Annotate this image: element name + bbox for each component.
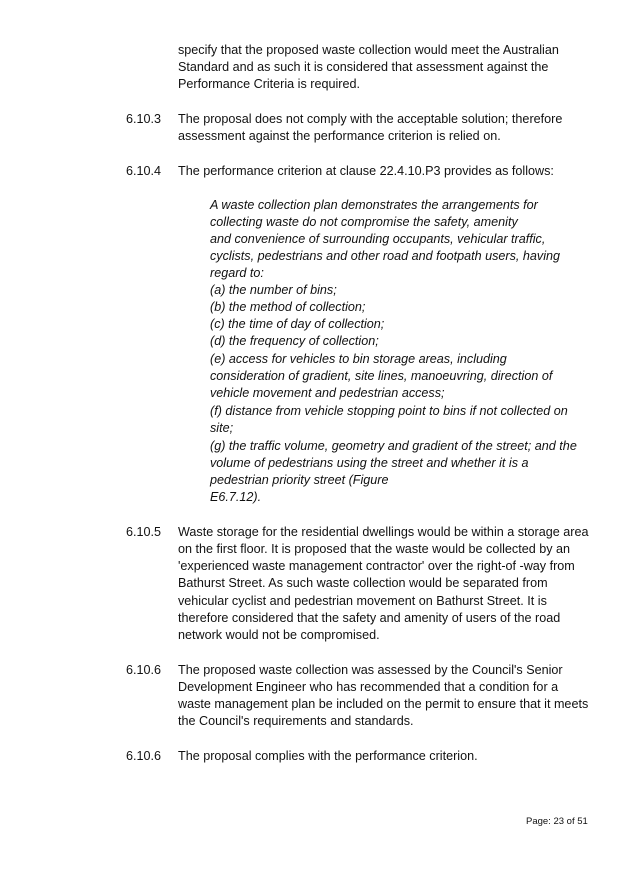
quote-line: pedestrian priority street (Figure <box>210 473 389 487</box>
paragraph-line: on the first floor. It is proposed that the waste would be collected by an <box>178 542 571 556</box>
quote-line: consideration of gradient, site lines, manoeuvring, direction of <box>210 369 553 383</box>
quote-line: (d) the frequency of collection; <box>210 334 379 348</box>
paragraph-number: 6.10.5 <box>126 525 162 539</box>
quote-line: cyclists, pedestrians and other road and footpath users, having <box>210 249 561 263</box>
quote-line: A waste collection plan demonstrates the arrangements for <box>210 198 538 212</box>
quote-line: and convenience of surrounding occupants, vehicular traffic, <box>210 232 546 246</box>
quote-line: (g) the traffic volume, geometry and gradient of the street; and the <box>210 439 577 453</box>
quote-line: (b) the method of collection; <box>210 300 366 314</box>
paragraph-line: The proposal does not comply with the acceptable solution; therefore <box>178 112 563 126</box>
paragraph-line: 'experienced waste management contractor' over the right-of -way from <box>178 559 575 573</box>
paragraph-number: 6.10.4 <box>126 164 162 178</box>
quote-line: regard to: <box>210 266 264 280</box>
paragraph-line: Bathurst Street. As such waste collection would be separated from <box>178 576 548 590</box>
paragraph-number: 6.10.3 <box>126 112 162 126</box>
paragraph-number: 6.10.6 <box>126 749 162 763</box>
intro-line: Performance Criteria is required. <box>178 77 360 91</box>
intro-line: specify that the proposed waste collection would meet the Australian <box>178 43 559 57</box>
quote-line: (e) access for vehicles to bin storage areas, including <box>210 352 507 366</box>
quote-line: volume of pedestrians using the street and whether it is a <box>210 456 529 470</box>
quote-line: collecting waste do not compromise the safety, amenity <box>210 215 518 229</box>
quote-line: (a) the number of bins; <box>210 283 337 297</box>
paragraph-line: The performance criterion at clause 22.4.10.P3 provides as follows: <box>178 164 554 178</box>
paragraph-line: Waste storage for the residential dwellings would be within a storage area <box>178 525 589 539</box>
quote-line: site; <box>210 421 234 435</box>
paragraph-line: network would not be compromised. <box>178 628 380 642</box>
quote-line: (f) distance from vehicle stopping point to bins if not collected on <box>210 404 568 418</box>
quote-line: E6.7.12). <box>210 490 262 504</box>
paragraph-line: assessment against the performance criterion is relied on. <box>178 129 501 143</box>
paragraph-line: The proposal complies with the performance criterion. <box>178 749 478 763</box>
quote-line: vehicle movement and pedestrian access; <box>210 386 445 400</box>
paragraph-line: The proposed waste collection was assessed by the Council's Senior <box>178 663 563 677</box>
quote-line: (c) the time of day of collection; <box>210 317 385 331</box>
paragraph-line: therefore considered that the safety and amenity of users of the road <box>178 611 561 625</box>
page-number: Page: 23 of 51 <box>526 816 588 827</box>
paragraph-line: Development Engineer who has recommended that a condition for a <box>178 680 559 694</box>
paragraph-line: waste management plan be included on the permit to ensure that it meets <box>178 697 589 711</box>
paragraph-number: 6.10.6 <box>126 663 162 677</box>
paragraph-line: the Council's requirements and standards. <box>178 714 414 728</box>
intro-line: Standard and as such it is considered that assessment against the <box>178 60 549 74</box>
paragraph-line: vehicular cyclist and pedestrian movement on Bathurst Street. It is <box>178 594 547 608</box>
